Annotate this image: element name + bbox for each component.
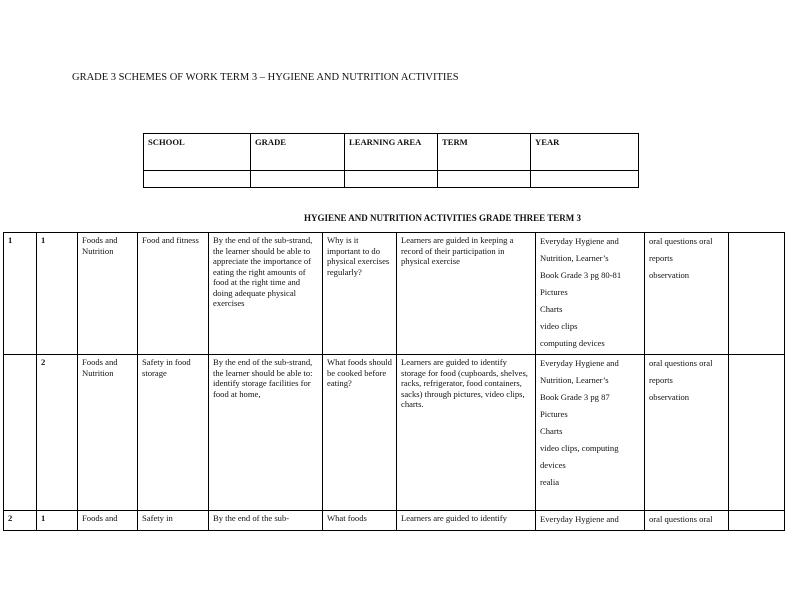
header-year: YEAR [531, 134, 639, 171]
table-row [4, 511, 785, 531]
reflection-cell [729, 233, 785, 355]
header-grade: GRADE [251, 134, 345, 171]
learning-experience-cell: Learners are guided to identify [397, 511, 536, 531]
value-school [144, 171, 251, 188]
strand-cell: Foods and Nutrition [78, 233, 138, 355]
week-cell: 1 [4, 233, 37, 355]
resources-line: Nutrition, Learner’s [540, 375, 609, 385]
learning-experience-cell: Learners are guided in keeping a record of their participation in physical exercise [397, 233, 536, 355]
resources-cell [536, 355, 645, 511]
resources-line: devices [540, 460, 566, 470]
resources-line: video clips [540, 321, 578, 331]
resources-cell [536, 233, 645, 355]
resources-line: realia [540, 477, 560, 487]
resources-line: Pictures [540, 287, 568, 297]
sub-strand-cell: Safety in [138, 511, 209, 531]
resources-cell [536, 511, 645, 531]
strand-cell: Foods and [78, 511, 138, 531]
resources-line: Book Grade 3 pg 87 [540, 392, 610, 402]
assessment-line: oral questions oral [649, 514, 713, 524]
reflection-cell [729, 511, 785, 531]
learning-outcome-cell: By the end of the sub- [209, 511, 323, 531]
assessment-line: observation [649, 270, 690, 280]
page-title: GRADE 3 SCHEMES OF WORK TERM 3 – HYGIENE AND NUTRITION ACTIVITIES [72, 72, 459, 83]
learning-outcome-cell: By the end of the sub-strand, the learner should be able to appreciate the importance of eating the right amounts of food at the right time and doing adequate physical exercises [209, 233, 323, 355]
resources-line: Pictures [540, 409, 568, 419]
value-learning-area [345, 171, 438, 188]
inquiry-question-cell: What foods [323, 511, 397, 531]
section-subtitle: HYGIENE AND NUTRITION ACTIVITIES GRADE THREE TERM 3 [304, 213, 581, 223]
resources-line: Nutrition, Learner’s [540, 253, 609, 263]
assessment-cell [645, 233, 729, 355]
assessment-cell [645, 355, 729, 511]
resources-line: Everyday Hygiene and [540, 358, 619, 368]
resources-line: video clips, computing [540, 443, 619, 453]
strand-cell: Foods and Nutrition [78, 355, 138, 511]
value-grade [251, 171, 345, 188]
value-year [531, 171, 639, 188]
reflection-cell [729, 355, 785, 511]
table-row [4, 355, 785, 511]
resources-line: Everyday Hygiene and [540, 236, 619, 246]
assessment-line: reports [649, 375, 673, 385]
assessment-line: oral questions oral [649, 236, 713, 246]
school-info-table [143, 133, 639, 188]
week-cell [4, 355, 37, 511]
resources-line: computing devices [540, 338, 605, 348]
assessment-line: oral questions oral [649, 358, 713, 368]
learning-experience-cell: Learners are guided to identify storage for food (cupboards, shelves, racks, refrigerator, food containers, sacks) through pictures, video clips, charts. [397, 355, 536, 511]
header-school: SCHOOL [144, 134, 251, 171]
learning-outcome-cell: By the end of the sub-strand, the learner should be able to: identify storage facilities for food at home, [209, 355, 323, 511]
lesson-cell: 1 [37, 511, 78, 531]
lesson-cell: 2 [37, 355, 78, 511]
resources-line: Everyday Hygiene and [540, 514, 619, 524]
sub-strand-cell: Safety in food storage [138, 355, 209, 511]
header-learning-area: LEARNING AREA [345, 134, 438, 171]
assessment-line: observation [649, 392, 690, 402]
week-cell: 2 [4, 511, 37, 531]
resources-line: Book Grade 3 pg 80-81 [540, 270, 622, 280]
value-term [438, 171, 531, 188]
assessment-line: reports [649, 253, 673, 263]
table-row [4, 233, 785, 355]
header-term: TERM [438, 134, 531, 171]
sub-strand-cell: Food and fitness [138, 233, 209, 355]
assessment-cell [645, 511, 729, 531]
resources-line: Charts [540, 426, 563, 436]
inquiry-question-cell: What foods should be cooked before eating? [323, 355, 397, 511]
resources-line: Charts [540, 304, 563, 314]
lesson-cell: 1 [37, 233, 78, 355]
schemes-table [3, 232, 785, 531]
inquiry-question-cell: Why is it important to do physical exercises regularly? [323, 233, 397, 355]
